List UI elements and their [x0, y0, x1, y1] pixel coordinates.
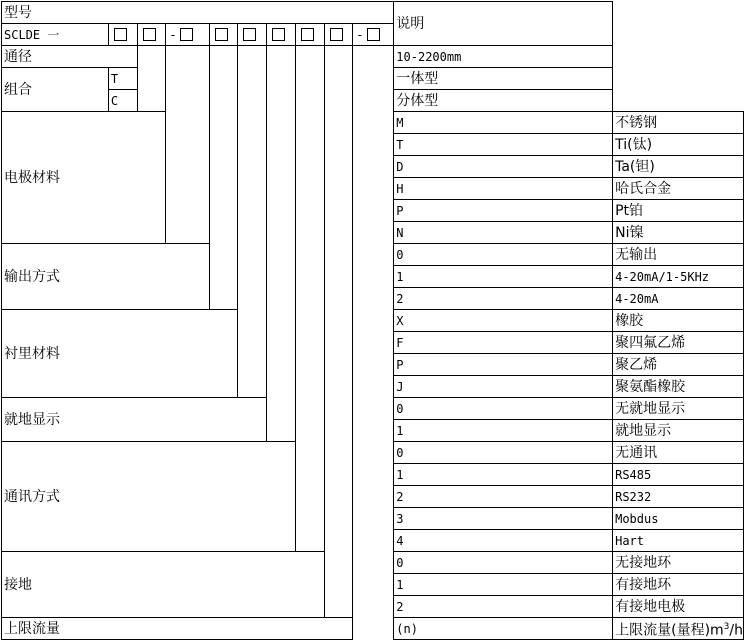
output-code: 2	[394, 288, 613, 310]
flow-label: 上限流量	[2, 618, 353, 640]
lining-desc: 聚乙烯	[613, 354, 744, 376]
output-code: 0	[394, 244, 613, 266]
slot-box-icon	[180, 28, 193, 41]
ground-code: 0	[394, 552, 613, 574]
electrode-desc: Ti(钛)	[613, 134, 744, 156]
output-desc: 4-20mA	[613, 288, 744, 310]
slot-2	[137, 24, 166, 46]
slot-5	[238, 24, 267, 46]
comm-code: 4	[394, 530, 613, 552]
output-desc: 4-20mA/1-5KHz	[613, 266, 744, 288]
output-desc: 无输出	[613, 244, 744, 266]
electrode-label: 电极材料	[2, 112, 166, 244]
ground-label: 接地	[2, 552, 325, 618]
electrode-desc: Ni镍	[613, 222, 744, 244]
combo-desc: 一体型	[394, 68, 613, 90]
comm-desc: Hart	[613, 530, 744, 552]
lining-desc: 聚四氟乙烯	[613, 332, 744, 354]
comm-desc: Mobdus	[613, 508, 744, 530]
display-desc: 就地显示	[613, 420, 744, 442]
combo-desc: 分体型	[394, 90, 613, 112]
display-code: 0	[394, 398, 613, 420]
comm-code: 3	[394, 508, 613, 530]
electrode-code: H	[394, 178, 613, 200]
model-label: 型号	[2, 2, 394, 24]
lining-label: 衬里材料	[2, 310, 238, 398]
ground-desc: 有接地电极	[613, 596, 744, 618]
slot-7	[295, 24, 324, 46]
slot-box-icon	[143, 28, 156, 41]
comm-desc: RS232	[613, 486, 744, 508]
diameter-label: 通径	[2, 46, 138, 68]
comm-code: 0	[394, 442, 613, 464]
output-label: 输出方式	[2, 244, 210, 310]
ground-code: 1	[394, 574, 613, 596]
lining-code: P	[394, 354, 613, 376]
output-code: 1	[394, 266, 613, 288]
electrode-code: T	[394, 134, 613, 156]
slot-box-icon	[301, 28, 314, 41]
display-desc: 无就地显示	[613, 398, 744, 420]
electrode-desc: 不锈钢	[613, 112, 744, 134]
lining-desc: 橡胶	[613, 310, 744, 332]
combo-code: T	[108, 68, 137, 90]
slot-6	[267, 24, 296, 46]
slot-9: -	[353, 24, 394, 46]
ground-desc: 无接地环	[613, 552, 744, 574]
slot-1	[108, 24, 137, 46]
combo-code: C	[108, 90, 137, 112]
electrode-desc: Pt铂	[613, 200, 744, 222]
model-code: SCLDE 一	[2, 24, 109, 46]
electrode-code: M	[394, 112, 613, 134]
flow-code: (n)	[394, 618, 613, 640]
slot-3: -	[166, 24, 209, 46]
ground-code: 2	[394, 596, 613, 618]
flow-desc: 上限流量(量程)$m^3/h$	[613, 618, 744, 640]
model-spec-table	[1, 1, 744, 640]
slot-box-icon	[114, 28, 127, 41]
slot-box-icon	[367, 28, 380, 41]
comm-code: 2	[394, 486, 613, 508]
comm-desc: 无通讯	[613, 442, 744, 464]
lining-code: F	[394, 332, 613, 354]
comm-code: 1	[394, 464, 613, 486]
electrode-code: D	[394, 156, 613, 178]
ground-desc: 有接地环	[613, 574, 744, 596]
diameter-desc: 10-2200mm	[394, 46, 613, 68]
slot-8	[324, 24, 353, 46]
lining-code: J	[394, 376, 613, 398]
slot-box-icon	[272, 28, 285, 41]
desc-header: 说明	[394, 2, 613, 46]
lining-desc: 聚氨酯橡胶	[613, 376, 744, 398]
code-row	[2, 24, 744, 46]
comm-desc: RS485	[613, 464, 744, 486]
slot-4	[209, 24, 238, 46]
slot-box-icon	[243, 28, 256, 41]
electrode-code: N	[394, 222, 613, 244]
combo-label: 组合	[2, 68, 109, 112]
electrode-desc: 哈氏合金	[613, 178, 744, 200]
display-label: 就地显示	[2, 398, 267, 442]
electrode-code: P	[394, 200, 613, 222]
slot-box-icon	[215, 28, 228, 41]
slot-box-icon	[330, 28, 343, 41]
electrode-desc: Ta(钽)	[613, 156, 744, 178]
comm-label: 通讯方式	[2, 442, 296, 552]
lining-code: X	[394, 310, 613, 332]
display-code: 1	[394, 420, 613, 442]
